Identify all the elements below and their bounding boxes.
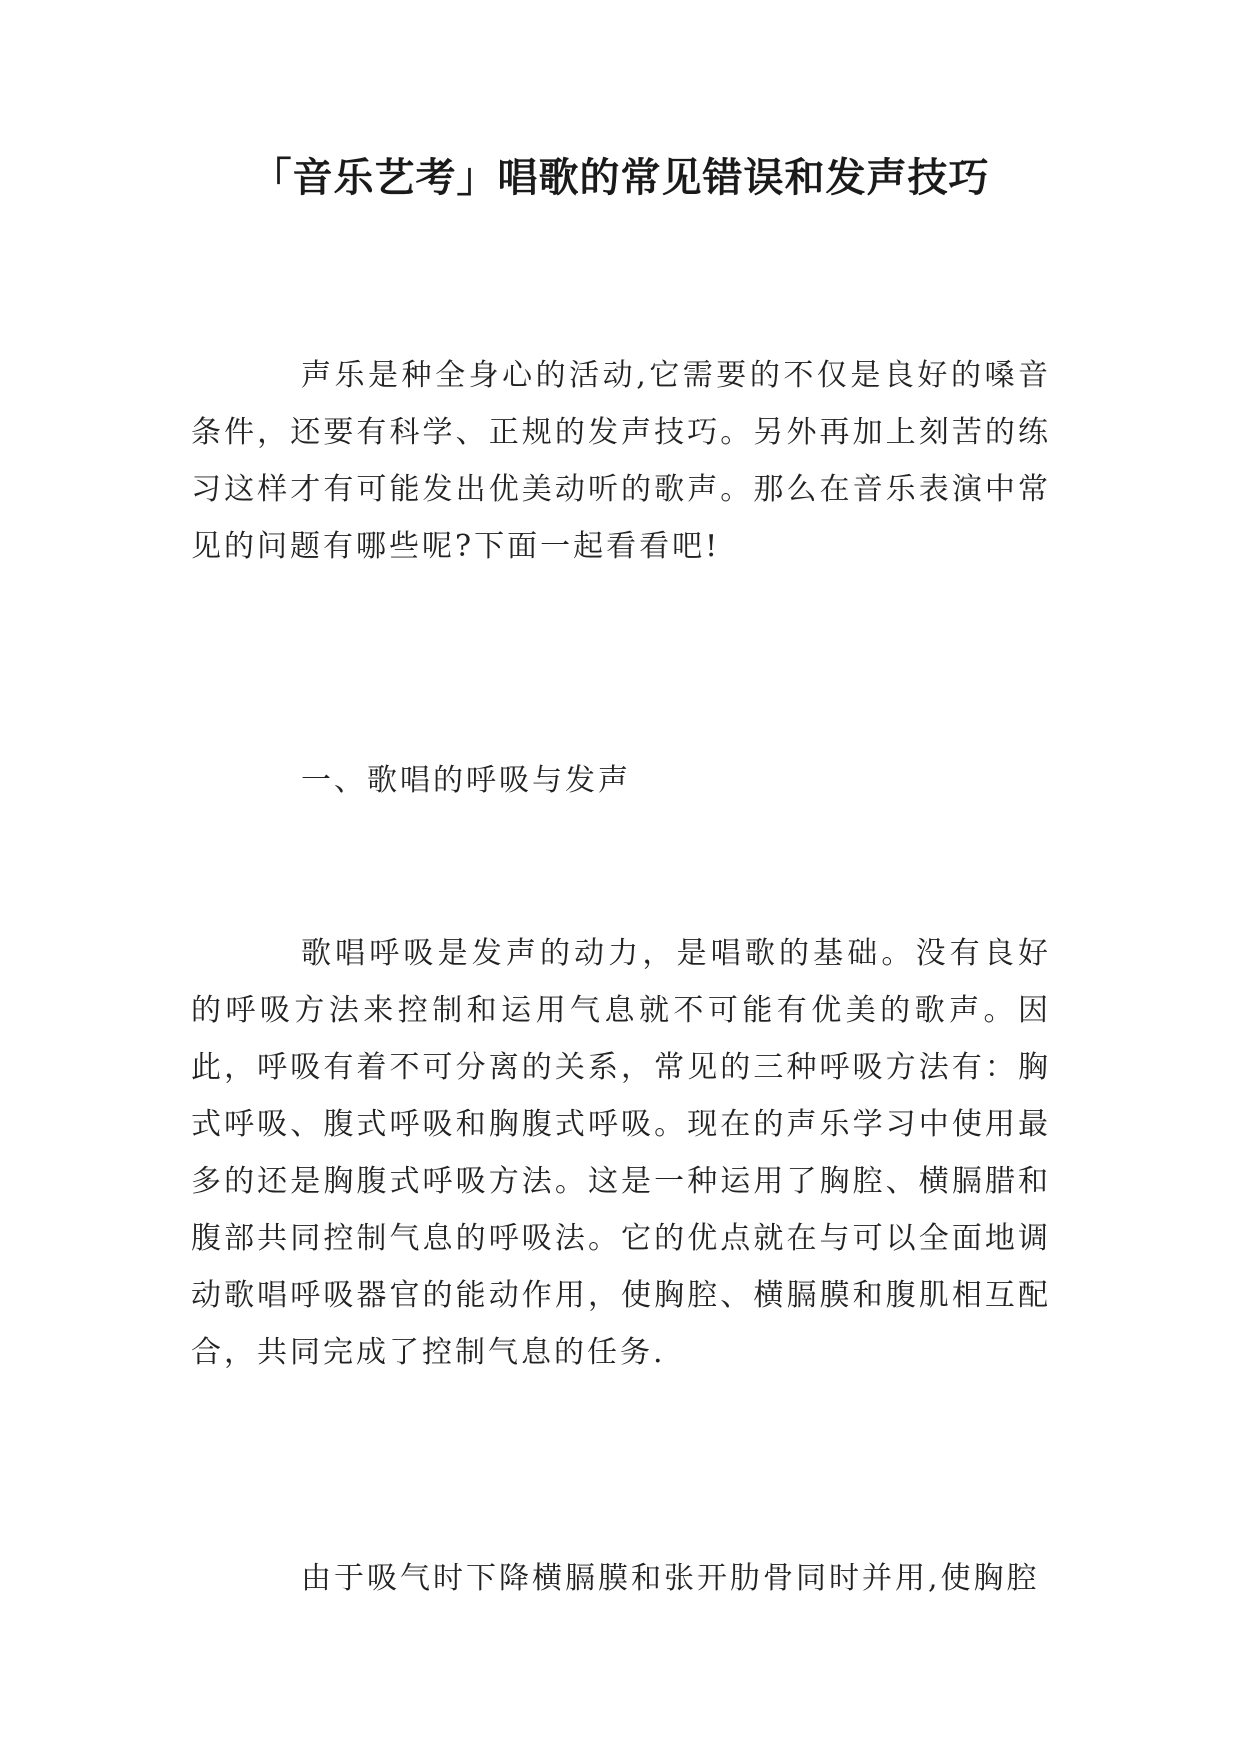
- section-heading: 一、歌唱的呼吸与发声: [301, 763, 631, 798]
- document-title: 「音乐艺考」唱歌的常见错误和发声技巧: [251, 155, 990, 201]
- breathing-paragraph: 歌唱呼吸是发声的动力，是唱歌的基础。没有良好的呼吸方法来控制和运用气息就不可能有优美的歌声。因此，呼吸有着不可分离的关系，常见的三种呼吸方法有：胸式呼吸、腹式呼吸和胸腹式呼吸。现在的声乐学习中使用最多的还是胸腹式呼吸方法。这是一种运用了胸腔、横膈腊和腹部共同控制气息的呼吸法。它的优点就在与可以全面地调动歌唱呼吸器官的能动作用，使胸腔、横膈膜和腹肌相互配合，共同完成了控制气息的任务.: [191, 936, 1051, 1370]
- intro-paragraph: 声乐是种全身心的活动,它需要的不仅是良好的嗓音条件，还要有科学、正规的发声技巧。另外再加上刻苦的练习这样才有可能发出优美动听的歌声。那么在音乐表演中常见的问题有哪些呢?下面一起看看吧!: [191, 358, 1051, 564]
- continued-paragraph: 由于吸气时下降横膈膜和张开肋骨同时并用,使胸腔: [301, 1561, 1040, 1596]
